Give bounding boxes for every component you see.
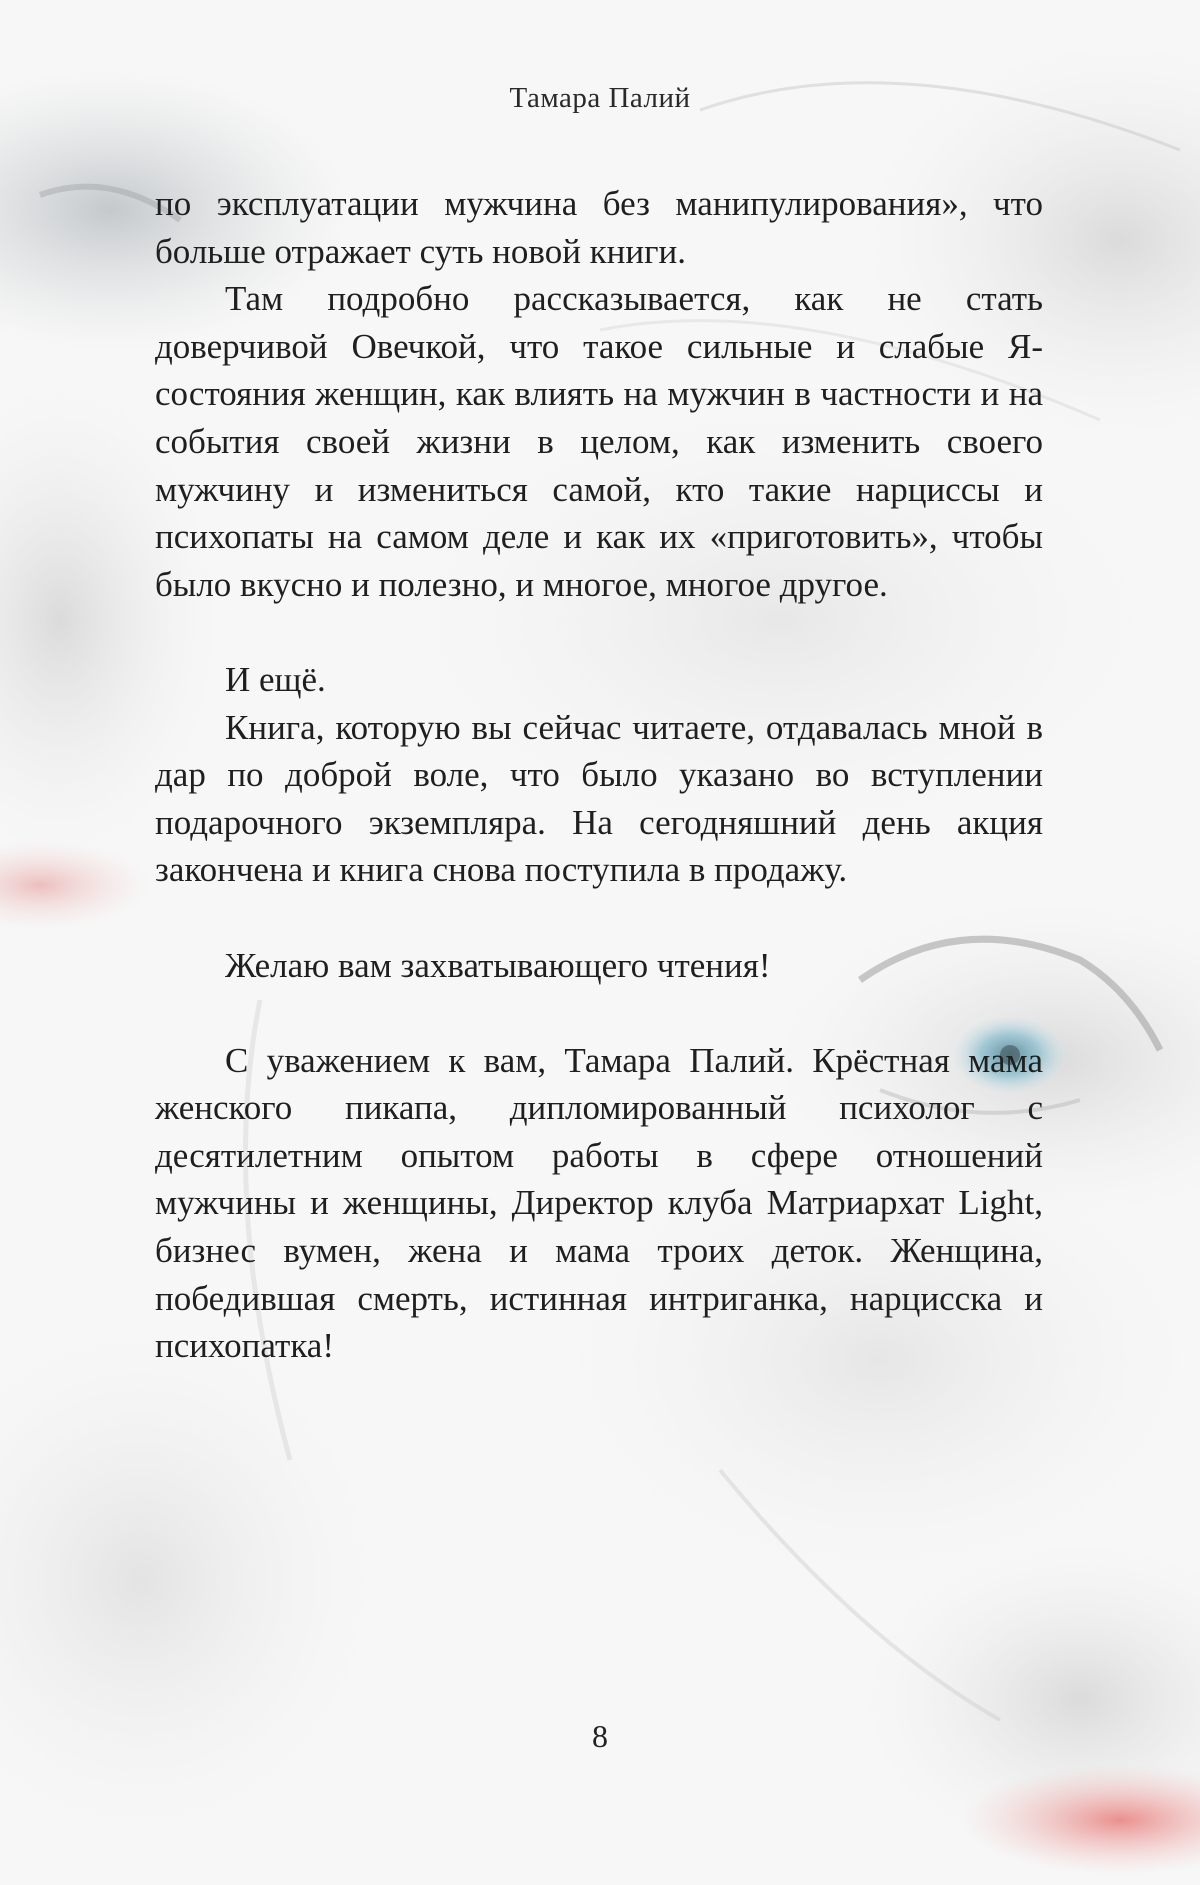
page-body-text: [155, 180, 1043, 1370]
paragraph: по эксплуатации мужчина без манипулирования», что больше отражает суть новой книги.: [155, 184, 1043, 271]
paragraph: Желаю вам захватывающего чтения!: [225, 945, 771, 985]
running-header-author: Тамара Палий: [509, 82, 691, 114]
paragraph: Там подробно рассказывается, как не стать доверчивой Овечкой, что такое сильные и слабые Я-состояния женщин, как влиять на мужчин в частности и на события своей жизни в целом, как изменить своего мужчину и измениться самой, кто такие нарциссы и психопаты на самом деле и как их «приготовить», чтобы было вкусно и полезно, и многое, многое другое.: [155, 279, 1043, 604]
paragraph: И ещё.: [225, 659, 326, 699]
paragraph: С уважением к вам, Тамара Палий. Крёстная мама женского пикапа, дипломированный психолог с десятилетним опытом работы в сфере отношений мужчины и женщины, Директор клуба Матриархат Light, бизнес вумен, жена и мама троих деток. Женщина, победившая смерть, истинная интриганка, нарцисска и психопатка!: [155, 1040, 1043, 1366]
page-number: 8: [592, 1718, 608, 1754]
paragraph: Книга, которую вы сейчас читаете, отдавалась мной в дар по доброй воле, что было указано во вступлении подарочного экземпляра. На сегодняшний день акция закончена и книга снова поступила в продажу.: [155, 707, 1043, 890]
